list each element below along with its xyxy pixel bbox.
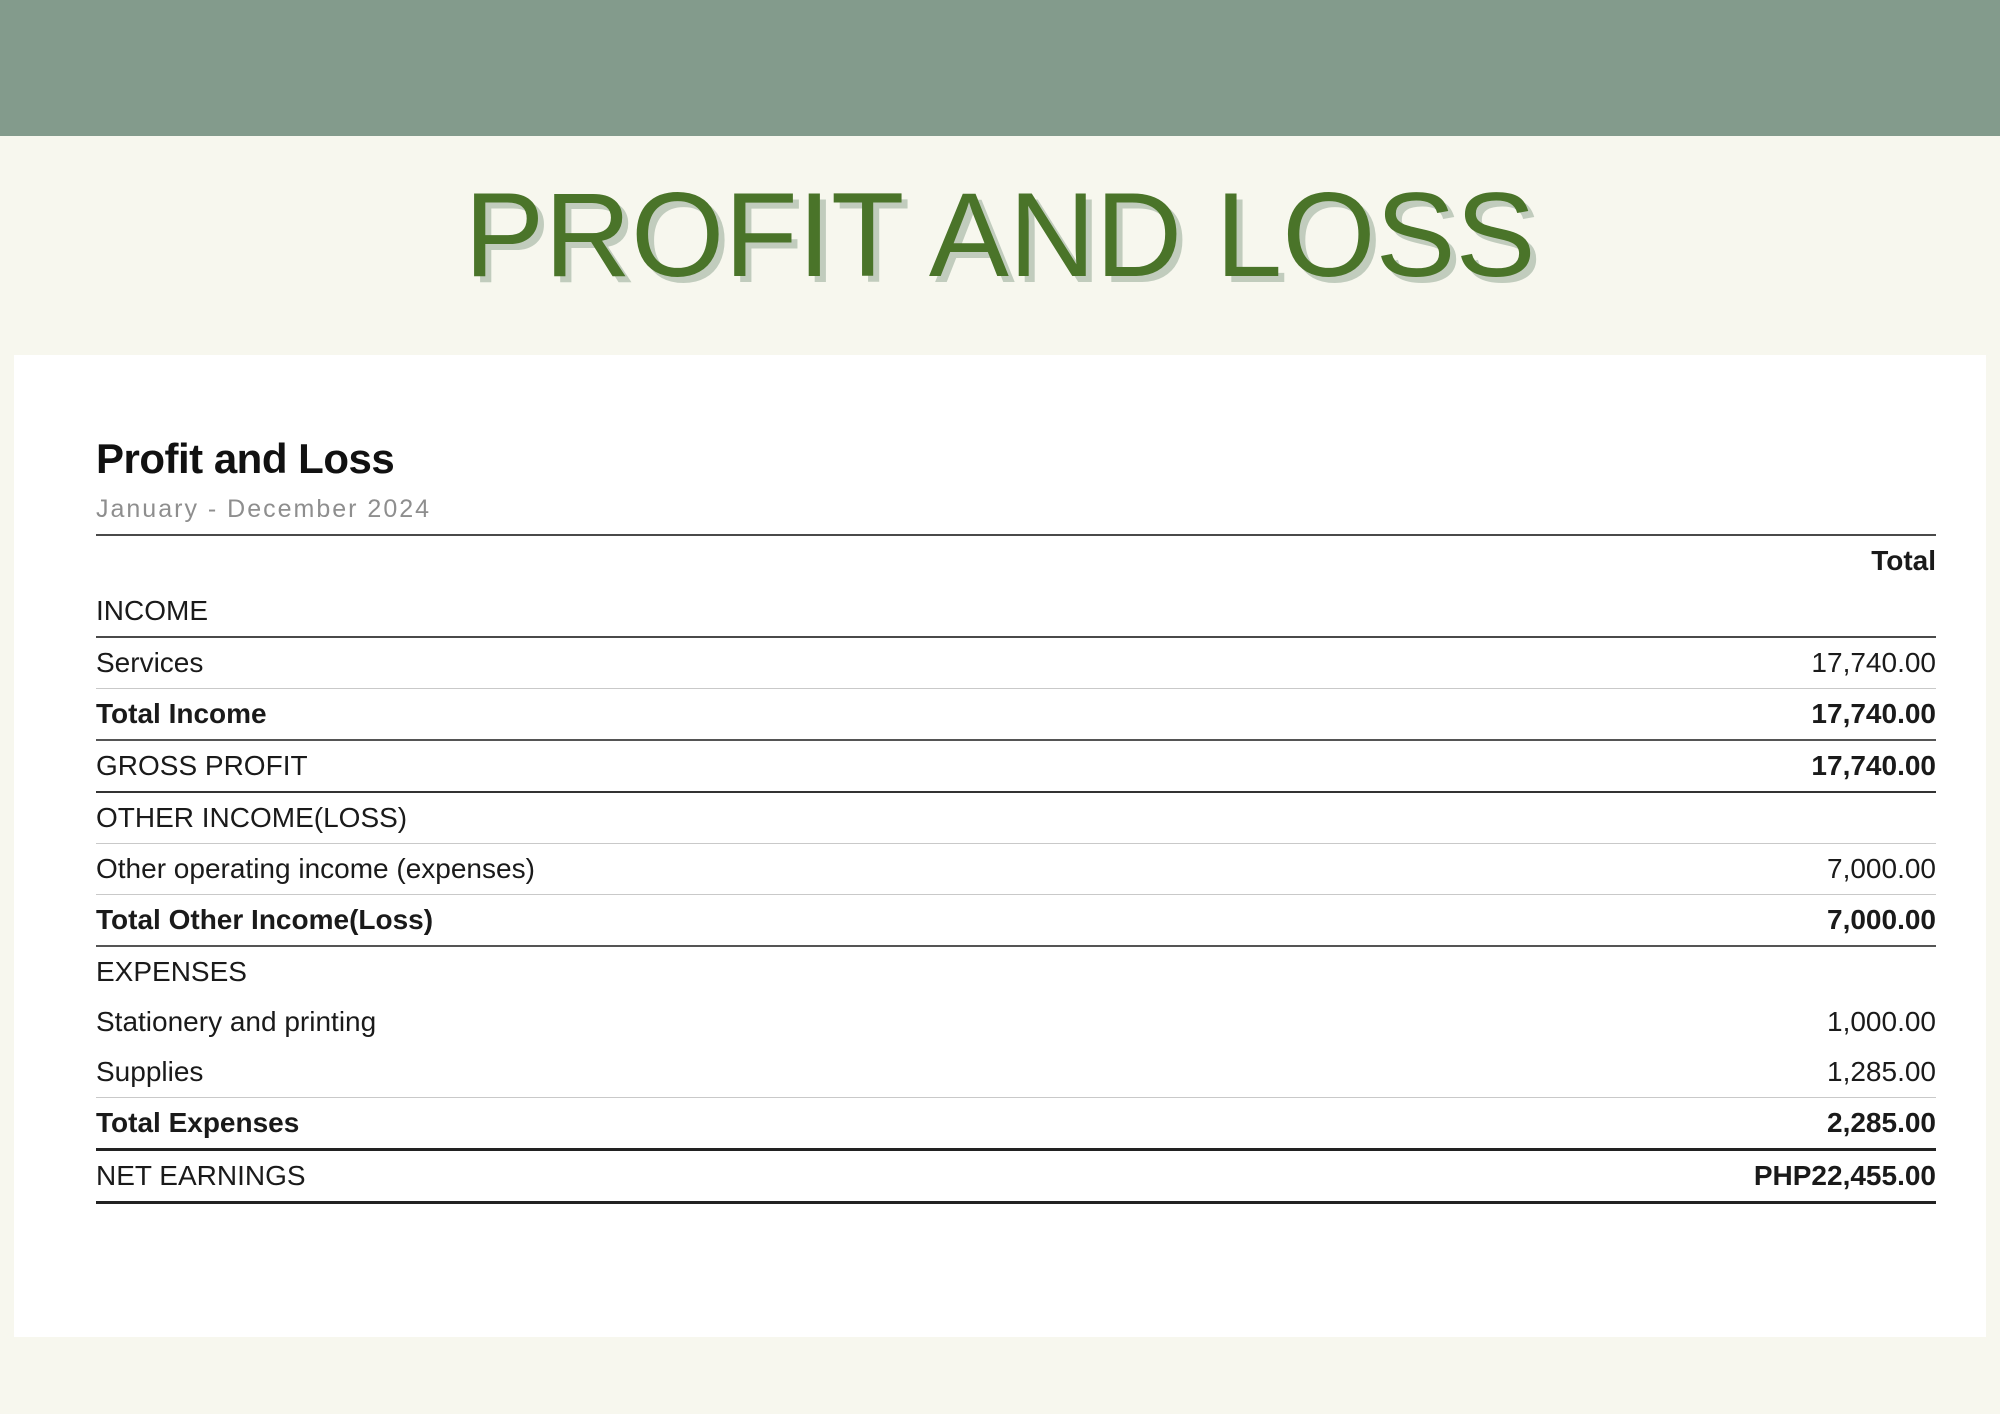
page-title: PROFIT AND LOSS [464, 168, 1536, 302]
row-label: Services [96, 647, 204, 678]
report-period: January - December 2024 [96, 495, 432, 523]
total-label: Total Other Income(Loss) [96, 904, 434, 935]
section-amount [1516, 946, 1936, 997]
row-label: Other operating income (expenses) [96, 853, 535, 884]
net-earnings-amount: PHP22,455.00 [1753, 1160, 1936, 1191]
column-header-total: Total [1871, 545, 1936, 576]
section-header-income [96, 586, 1936, 637]
section-label: OTHER INCOME(LOSS) [96, 802, 408, 833]
section-amount [1516, 586, 1936, 637]
header-blank [96, 535, 1516, 586]
table-row [96, 997, 1936, 1047]
total-amount: 2,285.00 [1827, 1107, 1936, 1138]
section-label: GROSS PROFIT [96, 750, 308, 781]
profit-and-loss-table [96, 534, 1936, 1204]
report-title: Profit and Loss [96, 435, 395, 482]
table-row [96, 637, 1936, 689]
section-label: INCOME [96, 595, 208, 626]
total-row-expenses [96, 1098, 1936, 1150]
table-header-row [96, 535, 1936, 586]
row-amount: 17,740.00 [1811, 647, 1936, 678]
row-amount: 7,000.00 [1827, 853, 1936, 884]
section-label: EXPENSES [96, 956, 247, 987]
total-row-income [96, 689, 1936, 741]
report-card [14, 355, 1986, 1337]
net-earnings-row [96, 1150, 1936, 1203]
top-accent-band [0, 0, 2000, 136]
section-amount: 17,740.00 [1811, 750, 1936, 781]
row-label: Supplies [96, 1056, 204, 1087]
total-amount: 17,740.00 [1811, 698, 1936, 729]
row-label: Stationery and printing [96, 1006, 377, 1037]
row-amount: 1,000.00 [1827, 1006, 1936, 1037]
section-header-gross-profit [96, 740, 1936, 792]
total-amount: 7,000.00 [1827, 904, 1936, 935]
net-earnings-label: NET EARNINGS [96, 1160, 306, 1191]
section-header-expenses [96, 946, 1936, 997]
table-row [96, 844, 1936, 895]
section-amount [1516, 792, 1936, 844]
table-row [96, 1047, 1936, 1098]
section-header-other-income [96, 792, 1936, 844]
total-label: Total Expenses [96, 1107, 300, 1138]
total-row-other-income [96, 895, 1936, 947]
row-amount: 1,285.00 [1827, 1056, 1936, 1087]
report-body [96, 435, 1936, 1204]
total-label: Total Income [96, 698, 267, 729]
